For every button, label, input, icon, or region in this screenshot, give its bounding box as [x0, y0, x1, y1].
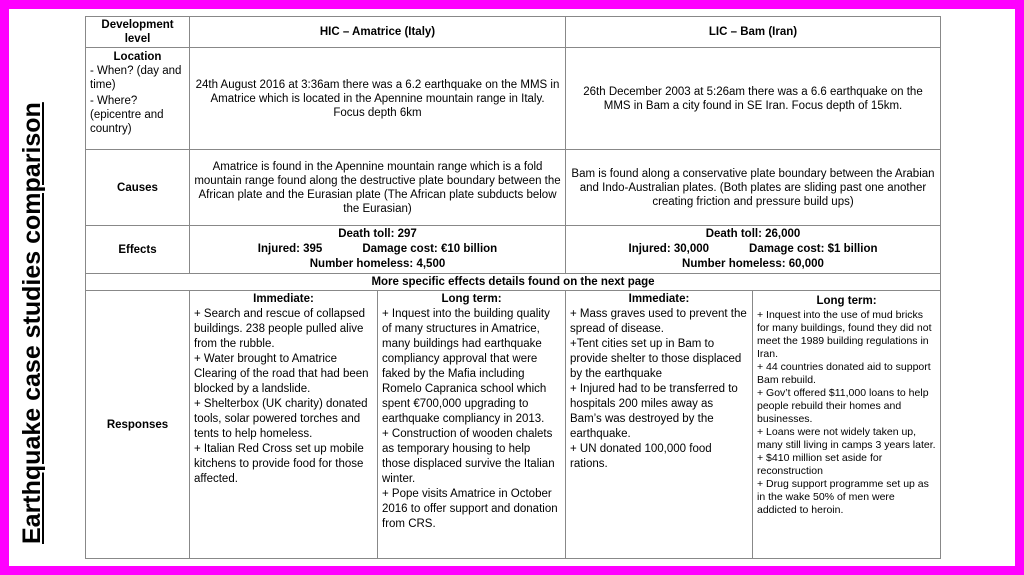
more-note-row — [86, 274, 941, 291]
lic-immediate-item: + Injured had to be transferred to hospitals 200 miles away as Bam’s was destroyed by the earthquake. — [570, 383, 738, 440]
lic-long-term-item: + 44 countries donated aid to support Bam rebuild. — [757, 361, 931, 386]
hic-immediate-title: Immediate: — [253, 293, 314, 305]
hic-long-term-item: + Inquest into the building quality of many structures in Amatrice, many buildings had earthquake compliancy approval that were faked by the Mafia including Romelo Capranica school which spent €700,000 upgrading to earthquake compliancy in 2013. — [382, 308, 550, 425]
lic-long-term-cell — [753, 291, 941, 559]
lic-long-term-item: + $410 million set aside for reconstruction — [757, 452, 883, 477]
lic-immediate-item: + Mass graves used to prevent the spread of disease. — [570, 308, 747, 335]
side-title: Earthquake case studies comparison — [18, 102, 46, 544]
lic-long-term-item: + Inquest into the use of mud bricks for many buildings, found they did not meet the 1989 building regulations in Iran. — [757, 309, 932, 360]
location-row — [86, 48, 941, 150]
comparison-table — [85, 16, 941, 559]
effects-lic — [566, 226, 941, 274]
lic-immediate-cell — [566, 291, 753, 559]
more-note: More specific effects details found on the next page — [86, 274, 941, 291]
effects-row — [86, 226, 941, 274]
location-label-cell — [86, 48, 190, 150]
lic-long-term-title: Long term: — [816, 295, 877, 307]
lic-long-term-item: + Gov’t offered $11,000 loans to help people rebuild their homes and businesses. — [757, 387, 929, 425]
hic-death-toll: Death toll: 297 — [338, 228, 417, 240]
location-hic: 24th August 2016 at 3:36am there was a 6.2 earthquake on the MMS in Amatrice which is located in the Apennine mountain range in Italy. Focus depth 6km — [190, 48, 566, 150]
lic-immediate-item: + UN donated 100,000 food rations. — [570, 443, 712, 470]
causes-label: Causes — [86, 150, 190, 226]
hic-immediate-cell — [190, 291, 378, 559]
hic-homeless: Number homeless: 4,500 — [309, 258, 446, 270]
hic-long-term-cell — [378, 291, 566, 559]
hic-immediate-item: + Search and rescue of collapsed buildings. 238 people pulled alive from the rubble. — [194, 308, 366, 350]
lic-homeless: Number homeless: 60,000 — [682, 258, 824, 270]
hic-injured: Injured: 395 — [257, 243, 323, 255]
lic-damage-cost: Damage cost: $1 billion — [749, 243, 878, 255]
hic-long-term-item: + Construction of wooden chalets as temporary housing to help those displaced survive the Italian winter. — [382, 428, 555, 485]
header-hic: HIC – Amatrice (Italy) — [190, 17, 566, 48]
causes-hic: Amatrice is found in the Apennine mountain range which is a fold mountain range found along the destructive plate boundary between the African plate and the Eurasian plate (The African plate subducts below the Eurasian) — [190, 150, 566, 226]
lic-death-toll: Death toll: 26,000 — [705, 228, 801, 240]
responses-row — [86, 291, 941, 559]
lic-immediate-item: +Tent cities set up in Bam to provide shelter to those displaced by the earthquake — [570, 338, 742, 380]
lic-long-term-item: + Loans were not widely taken up, many still living in camps 3 years later. — [757, 426, 936, 451]
responses-label: Responses — [86, 291, 190, 559]
lic-injured: Injured: 30,000 — [628, 243, 710, 255]
header-row — [86, 17, 941, 48]
header-lic: LIC – Bam (Iran) — [566, 17, 941, 48]
slide — [9, 9, 1015, 566]
lic-long-term-item: + Drug support programme set up as in the wake 50% of men were addicted to heroin. — [757, 478, 929, 516]
effects-hic — [190, 226, 566, 274]
causes-lic: Bam is found along a conservative plate boundary between the Arabian and Indo-Australian plates. (Both plates are sliding past one another creating friction and pressure build ups) — [566, 150, 941, 226]
hic-immediate-item: + Shelterbox (UK charity) donated tools, solar powered torches and tents to help homeless. — [194, 398, 368, 440]
hic-long-term-item: + Pope visits Amatrice in October 2016 to offer support and donation from CRS. — [382, 488, 558, 530]
hic-long-term-title: Long term: — [441, 293, 502, 305]
hic-immediate-item: + Italian Red Cross set up mobile kitchens to provide food for those affected. — [194, 443, 364, 485]
location-lic: 26th December 2003 at 5:26am there was a 6.6 earthquake on the MMS in Bam a city found in SE Iran. Focus depth of 15km. — [566, 48, 941, 150]
header-development-level: Development level — [86, 17, 190, 48]
effects-label: Effects — [86, 226, 190, 274]
hic-damage-cost: Damage cost: €10 billion — [362, 243, 498, 255]
location-when: - When? (day and time) — [90, 65, 182, 91]
location-label: Location — [113, 51, 162, 63]
causes-row — [86, 150, 941, 226]
location-where: - Where? (epicentre and country) — [90, 95, 164, 135]
hic-immediate-item: + Water brought to Amatrice Clearing of the road that had been blocked by a landslide. — [194, 353, 369, 395]
lic-immediate-title: Immediate: — [628, 293, 690, 305]
